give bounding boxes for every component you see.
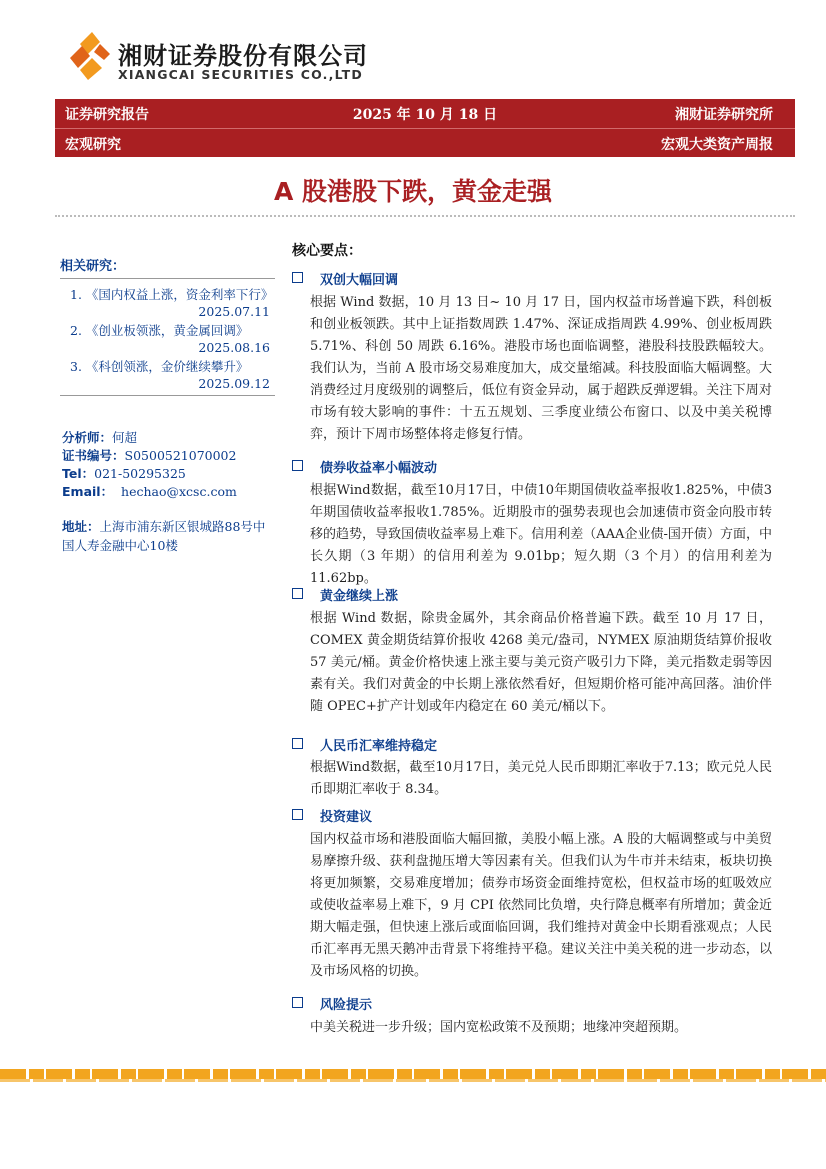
address-line — [62, 517, 277, 555]
company-name-cn: 湘财证券股份有限公司 — [118, 42, 368, 70]
analyst-name: 何超 — [112, 430, 138, 445]
section-title: 人民币汇率维持稳定 — [320, 739, 438, 754]
related-item-date: 2025.09.12 — [198, 376, 270, 391]
related-item-title: 2. 《创业板领涨，黄金属回调》 — [70, 323, 249, 338]
section-title: 风险提示 — [320, 998, 373, 1013]
related-item[interactable] — [70, 286, 274, 320]
report-series: 宏观大类资产周报 — [661, 137, 773, 153]
related-item-date: 2025.07.11 — [198, 304, 270, 319]
footer-stripe-thin — [0, 1079, 826, 1082]
report-banner — [55, 99, 795, 157]
checkbox-bullet-icon — [292, 460, 303, 471]
related-item[interactable] — [70, 358, 270, 392]
institute-name: 湘财证券研究所 — [675, 107, 773, 123]
checkbox-bullet-icon — [292, 272, 303, 283]
section-body: 根据 Wind 数据，10 月 13 日~ 10 月 17 日，国内权益市场普遍下跌，科创板和创业板领跌。其中上证指数周跌 1.47%、深证成指周跌 4.99%、创业板周跌 5.71%、科创 50 周跌 6.16%。港股市场也面临调整，港股科技股跌幅较大。我们认为，当前 A 股市场交易难度加大，成交量缩减。科技股面临大幅调整。大消费经过月度级别的调整后，低位有资金异动，属于超跌反弹逻辑。关注下周对市场有较大影响的事件：十五五规划、三季度业绩公布窗口、以及中美关税博弈，预计下周市场整体将走修复行情。 — [310, 295, 772, 442]
section-title: 双创大幅回调 — [320, 273, 399, 288]
section-body: 根据Wind数据，截至10月17日，美元兑人民币即期汇率收于7.13；欧元兑人民币即期汇率收于 8.34。 — [310, 760, 772, 797]
title-divider — [55, 215, 795, 217]
analyst-line — [62, 428, 137, 446]
report-date: 2025 年 10 月 18 日 — [352, 107, 498, 123]
tel-line — [62, 464, 186, 482]
section-title: 投资建议 — [320, 810, 373, 825]
company-name-en: XIANGCAI SECURITIES CO.,LTD — [118, 67, 363, 82]
checkbox-bullet-icon — [292, 809, 303, 820]
report-type: 证券研究报告 — [65, 107, 149, 123]
cert-label: 证书编号： — [62, 448, 125, 463]
core-points-heading: 核心要点： — [292, 243, 362, 259]
address-text: 上海市浦东新区银城路88号中国人寿金融中心10楼 — [62, 519, 266, 553]
related-item-title: 3. 《科创领涨，金价继续攀升》 — [70, 359, 249, 374]
checkbox-bullet-icon — [292, 997, 303, 1008]
related-divider-bottom — [60, 395, 275, 396]
email-link[interactable]: hechao@xcsc.com — [121, 484, 237, 499]
related-research-heading: 相关研究： — [60, 259, 126, 274]
xiangcai-logo-icon — [70, 32, 110, 88]
related-item-title: 1. 《国内权益上涨，资金利率下行》 — [70, 287, 274, 302]
tel-number: 021-50295325 — [94, 466, 186, 481]
checkbox-bullet-icon — [292, 588, 303, 599]
cert-line — [62, 446, 236, 464]
report-category: 宏观研究 — [65, 137, 121, 153]
footer-stripe — [0, 1069, 826, 1079]
email-line — [62, 482, 237, 500]
cert-number: S0500521070002 — [124, 448, 237, 463]
page-title: A 股港股下跌，黄金走强 — [273, 177, 553, 206]
section-title: 债券收益率小幅波动 — [320, 461, 438, 476]
related-divider-top — [60, 278, 275, 279]
section-title: 黄金继续上涨 — [320, 589, 399, 604]
section-body: 国内权益市场和港股面临大幅回撤，美股小幅上涨。A 股的大幅调整或与中美贸易摩擦升级、获利盘抛压增大等因素有关。但我们认为牛市并未结束，板块切换将更加频繁，交易难度增加；债券市场资金面维持宽松，但权益市场的虹吸效应或使收益率易上难下，9 月 CPI 依然同比负增，央行降息概率有所增加；黄金近期大幅走强，但快速上涨后或面临回调，我们维持对黄金中长期看涨观点；人民币汇率再无黑天鹅冲击背景下将维持平稳。建议关注中美关税的进一步动态，以及市场风格的切换。 — [310, 832, 772, 979]
tel-label: Tel： — [62, 466, 95, 481]
related-item[interactable] — [70, 322, 270, 356]
address-label: 地址： — [62, 519, 100, 534]
section-body: 中美关税进一步升级；国内宽松政策不及预期；地缘冲突超预期。 — [310, 1020, 688, 1035]
section-body: 根据 Wind 数据，除贵金属外，其余商品价格普遍下跌。截至 10 月 17 日，COMEX 黄金期货结算价报收 4268 美元/盎司，NYMEX 原油期货结算价报收 57 美元/桶。黄金价格快速上涨主要与美元资产吸引力下降，美元指数走弱等因素有关。我们对黄金的中长期上涨依然看好，但短期价格可能冲高回落。油价伴随 OPEC+扩产计划或年内稳定在 60 美元/桶以下。 — [310, 611, 772, 714]
analyst-label: 分析师： — [62, 430, 113, 445]
checkbox-bullet-icon — [292, 738, 303, 749]
section-body: 根据Wind数据，截至10月17日，中债10年期国债收益率报收1.825%，中债3年期国债收益率报收1.785%。近期股市的强势表现也会加速债市资金向股市转移的趋势，导致国债收益率易上难下。信用利差（AAA企业债-国开债）方面，中长久期（3 年期）的信用利差为 9.01bp；短久期（3 个月）的信用利差为 11.62bp。 — [310, 483, 772, 586]
email-label: Email： — [62, 484, 114, 499]
related-item-date: 2025.08.16 — [198, 340, 270, 355]
